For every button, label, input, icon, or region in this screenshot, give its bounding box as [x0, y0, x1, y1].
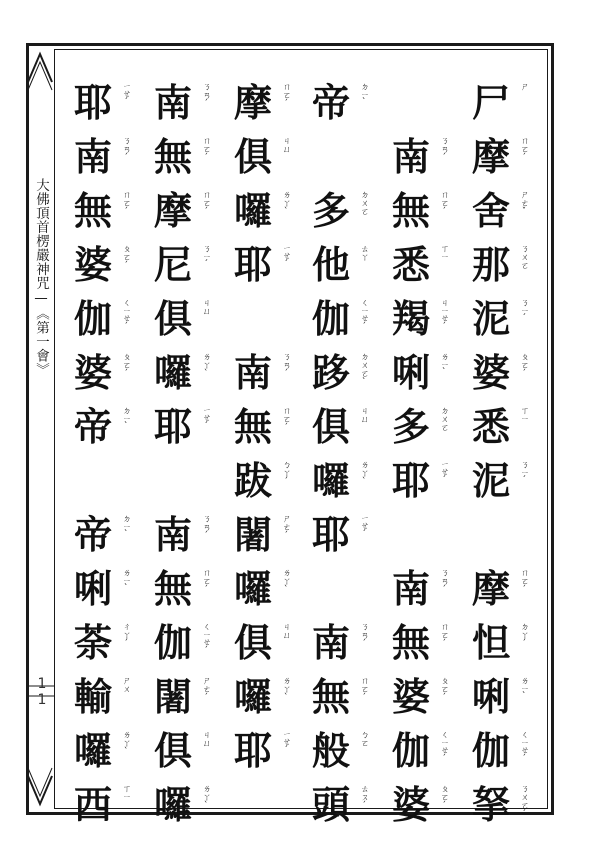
chinese-character: 耶: [233, 242, 272, 287]
chinese-character: 無: [391, 188, 430, 233]
character-cell: [310, 292, 382, 346]
character-cell: [310, 724, 382, 778]
zhuyin-annotation: ㄉㄚˊ: [519, 622, 529, 649]
chinese-character: 闍: [233, 512, 272, 557]
character-cell: [152, 562, 224, 616]
zhuyin-annotation: ㄇㄛˊ: [359, 676, 369, 703]
zhuyin-annotation: ㄌㄧˋ: [439, 352, 449, 378]
character-cell: [470, 724, 542, 778]
spine-title: 大佛頂首楞嚴神咒—《第一會》: [33, 178, 49, 377]
chinese-character: 唎: [471, 674, 510, 719]
character-cell: [232, 238, 304, 292]
chinese-character: 婆: [471, 350, 510, 395]
zhuyin-annotation: ㄋㄢˊ: [121, 136, 131, 163]
chinese-character: 怛: [471, 620, 510, 665]
chinese-character: 摩: [153, 188, 192, 233]
zhuyin-annotation: ㄧㄝˊ: [281, 244, 291, 270]
chinese-character: 俱: [153, 728, 192, 773]
character-cell: [470, 238, 542, 292]
zhuyin-annotation: ㄐㄩ: [201, 730, 211, 747]
zhuyin-annotation: ㄇㄛˊ: [439, 190, 449, 217]
character-cell: [72, 238, 144, 292]
chinese-character: 耶: [233, 728, 272, 773]
text-column: [232, 76, 304, 778]
zhuyin-annotation: ㄋㄢˊ: [281, 352, 291, 379]
zhuyin-annotation: ㄌㄚˋ: [201, 784, 211, 811]
text-column: [72, 76, 144, 832]
character-cell: [72, 616, 144, 670]
zhuyin-annotation: ㄇㄛˊ: [281, 406, 291, 433]
zhuyin-annotation: ㄌㄧˋ: [121, 568, 131, 594]
character-cell: [390, 724, 462, 778]
chinese-character: 唎: [73, 566, 112, 611]
zhuyin-annotation: ㄕㄜˇ: [519, 190, 529, 217]
character-cell: [232, 670, 304, 724]
chinese-character: 南: [153, 80, 192, 125]
character-cell: [72, 184, 144, 238]
chinese-character: 泥: [471, 458, 510, 503]
character-cell: [310, 184, 382, 238]
character-cell: [152, 616, 224, 670]
chinese-character: 闍: [153, 674, 192, 719]
chinese-character: 婆: [73, 350, 112, 395]
zhuyin-annotation: ㄌㄧˋ: [519, 676, 529, 702]
character-cell: [470, 616, 542, 670]
character-cell: [390, 400, 462, 454]
zhuyin-annotation: ㄕㄜˊ: [201, 676, 211, 703]
zhuyin-annotation: ㄌㄚˋ: [281, 190, 291, 217]
text-column: [152, 76, 224, 832]
chinese-character: 羯: [391, 296, 430, 341]
chinese-character: 囉: [153, 782, 192, 827]
chinese-character: 南: [391, 134, 430, 179]
zhuyin-annotation: ㄇㄛˊ: [519, 568, 529, 595]
zhuyin-annotation: ㄐㄩ: [201, 298, 211, 315]
character-cell: [470, 292, 542, 346]
character-cell: [72, 724, 144, 778]
character-cell: [310, 400, 382, 454]
zhuyin-annotation: ㄋㄢˊ: [439, 136, 449, 163]
chinese-character: 囉: [153, 350, 192, 395]
character-cell: [72, 130, 144, 184]
chinese-character: 伽: [153, 620, 192, 665]
character-cell: [470, 346, 542, 400]
character-cell: [310, 670, 382, 724]
zhuyin-annotation: ㄐㄩ: [281, 622, 291, 639]
character-cell: [310, 346, 382, 400]
zhuyin-annotation: ㄆㄛˊ: [121, 244, 131, 271]
zhuyin-annotation: ㄌㄚˋ: [121, 730, 131, 757]
character-cell: [310, 616, 382, 670]
chinese-character: 摩: [471, 566, 510, 611]
zhuyin-annotation: ㄌㄚˋ: [281, 676, 291, 703]
chinese-character: 尼: [153, 242, 192, 287]
chinese-character: 尸: [471, 80, 510, 125]
chinese-character: 俱: [233, 620, 272, 665]
zhuyin-annotation: ㄋㄢˊ: [201, 82, 211, 109]
text-column: [470, 76, 542, 832]
book-spine: [26, 46, 54, 812]
chinese-character: 耶: [311, 512, 350, 557]
zhuyin-annotation: ㄋㄢˊ: [201, 514, 211, 541]
chinese-character: 耶: [73, 80, 112, 125]
character-cell: [152, 346, 224, 400]
character-cell: [390, 238, 462, 292]
character-cell: [152, 184, 224, 238]
character-cell: [470, 778, 542, 832]
character-cell: [152, 400, 224, 454]
zhuyin-annotation: ㄅㄚˊ: [281, 460, 291, 487]
character-cell: [72, 562, 144, 616]
chinese-character: 泥: [471, 296, 510, 341]
chinese-character: 無: [391, 620, 430, 665]
character-cell: [152, 130, 224, 184]
zhuyin-annotation: ㄑㄧㄝˊ: [359, 298, 369, 332]
character-cell: [470, 562, 542, 616]
zhuyin-annotation: ㄉㄨㄛ: [439, 406, 449, 432]
chinese-character: 他: [311, 242, 350, 287]
chinese-character: 囉: [73, 728, 112, 773]
zhuyin-annotation: ㄧㄝˊ: [281, 730, 291, 756]
chinese-character: 伽: [73, 296, 112, 341]
character-cell: [152, 292, 224, 346]
chinese-character: 婆: [391, 782, 430, 827]
chinese-character: 帝: [73, 512, 112, 557]
zhuyin-annotation: ㄋㄨㄛˊ: [519, 784, 529, 820]
character-cell: [152, 76, 224, 130]
zhuyin-annotation: ㄊㄚ: [359, 244, 369, 261]
character-cell: [390, 184, 462, 238]
character-cell: [390, 346, 462, 400]
chinese-character: 俱: [311, 404, 350, 449]
zhuyin-annotation: ㄇㄛˊ: [281, 82, 291, 109]
chinese-character: 南: [153, 512, 192, 557]
zhuyin-annotation: ㄉㄨㄛ: [359, 190, 369, 216]
zhuyin-annotation: ㄅㄛ: [359, 730, 369, 747]
character-cell: [390, 778, 462, 832]
character-cell: [72, 670, 144, 724]
character-cell: [72, 346, 144, 400]
character-cell: [72, 508, 144, 562]
character-cell: [232, 616, 304, 670]
character-cell: [390, 562, 462, 616]
chinese-character: 囉: [311, 458, 350, 503]
character-cell: [152, 670, 224, 724]
chinese-character: 帝: [73, 404, 112, 449]
chinese-character: 跢: [311, 350, 350, 395]
chinese-character: 無: [73, 188, 112, 233]
zhuyin-annotation: ㄇㄛˊ: [121, 190, 131, 217]
zhuyin-annotation: ㄋㄧˊ: [519, 460, 529, 486]
character-cell: [152, 508, 224, 562]
character-cell: [232, 130, 304, 184]
zhuyin-annotation: ㄇㄛˊ: [201, 568, 211, 595]
zhuyin-annotation: ㄆㄛˊ: [439, 784, 449, 811]
character-cell: [390, 454, 462, 508]
zhuyin-annotation: ㄉㄨㄛˋ: [359, 352, 369, 388]
character-cell: [232, 184, 304, 238]
zhuyin-annotation: ㄋㄨㄛ: [519, 244, 529, 270]
zhuyin-annotation: ㄋㄢˊ: [359, 622, 369, 649]
chinese-character: 耶: [391, 458, 430, 503]
character-cell: [152, 778, 224, 832]
chinese-character: 帝: [311, 80, 350, 125]
text-column: [390, 130, 462, 832]
character-cell: [152, 724, 224, 778]
chinese-character: 荼: [73, 620, 112, 665]
zhuyin-annotation: ㄌㄚˋ: [281, 568, 291, 595]
character-cell: [310, 76, 382, 130]
character-cell: [470, 184, 542, 238]
character-cell: [390, 130, 462, 184]
chinese-character: 摩: [233, 80, 272, 125]
character-cell: [310, 238, 382, 292]
chinese-character: 唎: [391, 350, 430, 395]
zhuyin-annotation: ㄧㄝˊ: [121, 82, 131, 108]
chinese-character: 那: [471, 242, 510, 287]
character-cell: [470, 130, 542, 184]
chinese-character: 耶: [153, 404, 192, 449]
character-cell: [232, 400, 304, 454]
chinese-character: 俱: [233, 134, 272, 179]
character-cell: [72, 778, 144, 832]
zhuyin-annotation: ㄉㄧˋ: [121, 406, 131, 432]
chinese-character: 頭: [311, 782, 350, 827]
chinese-character: 悉: [391, 242, 430, 287]
zhuyin-annotation: ㄕㄨ: [121, 676, 131, 693]
chinese-character: 伽: [391, 728, 430, 773]
zhuyin-annotation: ㄧㄝˊ: [439, 460, 449, 486]
zhuyin-annotation: ㄐㄩ: [359, 406, 369, 423]
chinese-character: 囉: [233, 566, 272, 611]
character-cell: [72, 292, 144, 346]
text-column: [310, 76, 382, 832]
chinese-character: 輸: [73, 674, 112, 719]
zhuyin-annotation: ㄉㄧˋ: [121, 514, 131, 540]
chinese-character: 無: [153, 134, 192, 179]
page-number: 11: [34, 676, 50, 708]
character-cell: [470, 400, 542, 454]
character-cell: [72, 76, 144, 130]
zhuyin-annotation: ㄐㄧㄝˊ: [439, 298, 449, 332]
zhuyin-annotation: ㄧㄝˊ: [359, 514, 369, 540]
chinese-character: 囉: [233, 188, 272, 233]
zhuyin-annotation: ㄌㄚˋ: [359, 460, 369, 487]
chinese-character: 般: [311, 728, 350, 773]
chinese-character: 多: [311, 188, 350, 233]
zhuyin-annotation: ㄑㄧㄝˊ: [439, 730, 449, 764]
chinese-character: 南: [73, 134, 112, 179]
chinese-character: 摩: [471, 134, 510, 179]
chinese-character: 拏: [471, 782, 510, 827]
zhuyin-annotation: ㄋㄧˊ: [201, 244, 211, 270]
character-cell: [72, 400, 144, 454]
chinese-character: 囉: [233, 674, 272, 719]
character-cell: [310, 508, 382, 562]
zhuyin-annotation: ㄐㄩ: [281, 136, 291, 153]
chinese-character: 多: [391, 404, 430, 449]
zhuyin-annotation: ㄉㄧˋ: [359, 82, 369, 108]
chinese-character: 舍: [471, 188, 510, 233]
zhuyin-annotation: ㄌㄚˋ: [201, 352, 211, 379]
chinese-character: 婆: [391, 674, 430, 719]
chinese-character: 悉: [471, 404, 510, 449]
character-cell: [470, 76, 542, 130]
zhuyin-annotation: ㄧㄝˊ: [201, 406, 211, 432]
zhuyin-annotation: ㄇㄛˊ: [201, 136, 211, 163]
chinese-character: 伽: [471, 728, 510, 773]
character-cell: [470, 670, 542, 724]
zhuyin-annotation: ㄑㄧㄝˊ: [201, 622, 211, 656]
zhuyin-annotation: ㄒㄧ: [121, 784, 131, 800]
zhuyin-annotation: ㄕㄜˊ: [281, 514, 291, 541]
chinese-character: 南: [233, 350, 272, 395]
character-cell: [390, 616, 462, 670]
character-cell: [152, 238, 224, 292]
zhuyin-annotation: ㄆㄛˊ: [121, 352, 131, 379]
chinese-character: 無: [153, 566, 192, 611]
zhuyin-annotation: ㄒㄧ: [439, 244, 449, 260]
character-cell: [390, 292, 462, 346]
zhuyin-annotation: ㄊㄡˊ: [359, 784, 369, 811]
chinese-character: 婆: [73, 242, 112, 287]
zhuyin-annotation: ㄔㄚˊ: [121, 622, 131, 649]
character-cell: [232, 724, 304, 778]
zhuyin-annotation: ㄒㄧ: [519, 406, 529, 422]
zhuyin-annotation: ㄑㄧㄝˊ: [121, 298, 131, 332]
chinese-character: 南: [311, 620, 350, 665]
character-cell: [310, 778, 382, 832]
character-cell: [390, 670, 462, 724]
character-cell: [232, 76, 304, 130]
character-cell: [232, 454, 304, 508]
character-cell: [232, 508, 304, 562]
chinese-character: 南: [391, 566, 430, 611]
zhuyin-annotation: ㄑㄧㄝˊ: [519, 730, 529, 764]
chinese-character: 伽: [311, 296, 350, 341]
zhuyin-annotation: ㄇㄛˊ: [201, 190, 211, 217]
chinese-character: 西: [73, 782, 112, 827]
character-cell: [232, 562, 304, 616]
chinese-character: 俱: [153, 296, 192, 341]
zhuyin-annotation: ㄆㄛˊ: [519, 352, 529, 379]
zhuyin-annotation: ㄆㄛˊ: [439, 676, 449, 703]
character-cell: [470, 454, 542, 508]
zhuyin-annotation: ㄋㄢˊ: [439, 568, 449, 595]
chinese-character: 無: [311, 674, 350, 719]
chinese-character: 無: [233, 404, 272, 449]
character-cell: [232, 346, 304, 400]
chinese-character: 跋: [233, 458, 272, 503]
zhuyin-annotation: ㄇㄛˊ: [439, 622, 449, 649]
character-cell: [310, 454, 382, 508]
zhuyin-annotation: ㄋㄧˊ: [519, 298, 529, 324]
zhuyin-annotation: ㄇㄛˊ: [519, 136, 529, 163]
zhuyin-annotation: ㄕ: [519, 82, 529, 91]
